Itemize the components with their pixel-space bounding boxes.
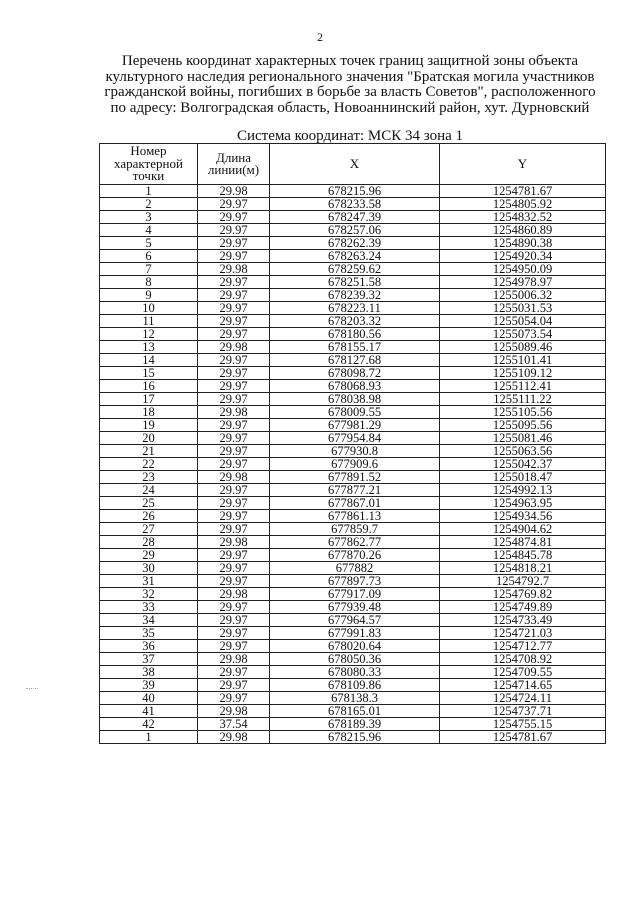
heading-line: гражданской войны, погибших в борьбе за власть Советов", расположенного	[104, 84, 596, 100]
cell-point-number: 25	[100, 497, 198, 510]
cell-x: 678165.01	[270, 705, 440, 718]
cell-point-number: 37	[100, 653, 198, 666]
cell-x: 678098.72	[270, 367, 440, 380]
table-row	[100, 484, 606, 497]
cell-y: 1254978.97	[440, 276, 606, 289]
page-number: 2	[317, 30, 323, 44]
table-row	[100, 237, 606, 250]
cell-point-number: 35	[100, 627, 198, 640]
cell-y: 1254832.52	[440, 211, 606, 224]
cell-line-length: 29.97	[198, 640, 270, 653]
cell-x: 677917.09	[270, 588, 440, 601]
cell-y: 1255112.41	[440, 380, 606, 393]
cell-x: 678068.93	[270, 380, 440, 393]
cell-point-number: 26	[100, 510, 198, 523]
cell-y: 1254708.92	[440, 653, 606, 666]
cell-line-length: 29.98	[198, 536, 270, 549]
header-x: X	[270, 144, 440, 185]
cell-y: 1255111.22	[440, 393, 606, 406]
table-row	[100, 185, 606, 198]
cell-line-length: 37.54	[198, 718, 270, 731]
cell-x: 678262.39	[270, 237, 440, 250]
cell-y: 1255063.56	[440, 445, 606, 458]
cell-point-number: 21	[100, 445, 198, 458]
table-row	[100, 653, 606, 666]
table-row	[100, 731, 606, 744]
table-row	[100, 458, 606, 471]
cell-y: 1254792.7	[440, 575, 606, 588]
cell-line-length: 29.98	[198, 263, 270, 276]
table-row	[100, 549, 606, 562]
cell-point-number: 23	[100, 471, 198, 484]
cell-point-number: 13	[100, 341, 198, 354]
table-row	[100, 211, 606, 224]
cell-x: 677861.13	[270, 510, 440, 523]
cell-line-length: 29.97	[198, 393, 270, 406]
cell-line-length: 29.97	[198, 276, 270, 289]
cell-y: 1254749.89	[440, 601, 606, 614]
cell-line-length: 29.97	[198, 549, 270, 562]
cell-point-number: 20	[100, 432, 198, 445]
cell-line-length: 29.98	[198, 471, 270, 484]
cell-y: 1255018.47	[440, 471, 606, 484]
cell-line-length: 29.97	[198, 692, 270, 705]
table-row	[100, 536, 606, 549]
cell-y: 1255105.56	[440, 406, 606, 419]
table-row	[100, 510, 606, 523]
cell-x: 677991.83	[270, 627, 440, 640]
cell-line-length: 29.97	[198, 315, 270, 328]
cell-x: 678215.96	[270, 185, 440, 198]
cell-point-number: 40	[100, 692, 198, 705]
cell-point-number: 15	[100, 367, 198, 380]
cell-line-length: 29.97	[198, 575, 270, 588]
cell-point-number: 28	[100, 536, 198, 549]
cell-x: 677964.57	[270, 614, 440, 627]
cell-x: 678251.58	[270, 276, 440, 289]
cell-y: 1254721.03	[440, 627, 606, 640]
table-row	[100, 198, 606, 211]
cell-x: 678263.24	[270, 250, 440, 263]
cell-y: 1254860.89	[440, 224, 606, 237]
cell-point-number: 22	[100, 458, 198, 471]
cell-point-number: 3	[100, 211, 198, 224]
cell-line-length: 29.97	[198, 198, 270, 211]
table-row	[100, 601, 606, 614]
cell-x: 678203.32	[270, 315, 440, 328]
cell-point-number: 16	[100, 380, 198, 393]
cell-point-number: 8	[100, 276, 198, 289]
cell-y: 1254920.34	[440, 250, 606, 263]
cell-y: 1254963.95	[440, 497, 606, 510]
document-heading	[70, 54, 630, 116]
table-row	[100, 497, 606, 510]
cell-line-length: 29.97	[198, 601, 270, 614]
cell-line-length: 29.97	[198, 289, 270, 302]
cell-x: 678038.98	[270, 393, 440, 406]
cell-x: 678180.56	[270, 328, 440, 341]
cell-point-number: 30	[100, 562, 198, 575]
cell-point-number: 1	[100, 185, 198, 198]
cell-x: 678189.39	[270, 718, 440, 731]
cell-y: 1255006.32	[440, 289, 606, 302]
cell-y: 1254818.21	[440, 562, 606, 575]
cell-point-number: 33	[100, 601, 198, 614]
cell-point-number: 34	[100, 614, 198, 627]
cell-point-number: 19	[100, 419, 198, 432]
table-row	[100, 250, 606, 263]
cell-point-number: 5	[100, 237, 198, 250]
cell-line-length: 29.97	[198, 211, 270, 224]
table-row	[100, 718, 606, 731]
table-row	[100, 367, 606, 380]
cell-x: 677877.21	[270, 484, 440, 497]
table-row	[100, 419, 606, 432]
cell-point-number: 2	[100, 198, 198, 211]
cell-x: 678155.17	[270, 341, 440, 354]
cell-line-length: 29.98	[198, 653, 270, 666]
cell-x: 677862.77	[270, 536, 440, 549]
cell-x: 678257.06	[270, 224, 440, 237]
cell-line-length: 29.97	[198, 523, 270, 536]
cell-line-length: 29.97	[198, 354, 270, 367]
cell-y: 1255101.41	[440, 354, 606, 367]
cell-point-number: 6	[100, 250, 198, 263]
cell-x: 677939.48	[270, 601, 440, 614]
cell-line-length: 29.98	[198, 731, 270, 744]
cell-x: 678050.36	[270, 653, 440, 666]
table-row	[100, 354, 606, 367]
cell-y: 1254724.11	[440, 692, 606, 705]
cell-x: 677867.01	[270, 497, 440, 510]
cell-y: 1254845.78	[440, 549, 606, 562]
cell-line-length: 29.97	[198, 627, 270, 640]
table-row	[100, 575, 606, 588]
table-row	[100, 302, 606, 315]
table-row	[100, 406, 606, 419]
cell-point-number: 1	[100, 731, 198, 744]
cell-line-length: 29.97	[198, 250, 270, 263]
cell-x: 678138.3	[270, 692, 440, 705]
heading-line: культурного наследия регионального значения "Братская могила участников	[105, 68, 595, 85]
cell-x: 677891.52	[270, 471, 440, 484]
cell-y: 1254992.13	[440, 484, 606, 497]
table-row	[100, 471, 606, 484]
cell-x: 678127.68	[270, 354, 440, 367]
cell-line-length: 29.97	[198, 679, 270, 692]
cell-y: 1255042.37	[440, 458, 606, 471]
table-row	[100, 432, 606, 445]
table-row	[100, 263, 606, 276]
cell-line-length: 29.97	[198, 445, 270, 458]
table-row	[100, 224, 606, 237]
table-row	[100, 445, 606, 458]
cell-line-length: 29.98	[198, 705, 270, 718]
table-row	[100, 341, 606, 354]
cell-point-number: 29	[100, 549, 198, 562]
cell-point-number: 14	[100, 354, 198, 367]
heading-line: по адресу: Волгоградская область, Новоаннинский район, хут. Дурновский	[110, 99, 590, 116]
cell-point-number: 41	[100, 705, 198, 718]
cell-y: 1254781.67	[440, 731, 606, 744]
table-row	[100, 328, 606, 341]
cell-point-number: 17	[100, 393, 198, 406]
cell-point-number: 4	[100, 224, 198, 237]
cell-point-number: 27	[100, 523, 198, 536]
table-row	[100, 523, 606, 536]
cell-x: 677870.26	[270, 549, 440, 562]
cell-line-length: 29.97	[198, 458, 270, 471]
header-y: Y	[440, 144, 606, 185]
cell-y: 1255095.56	[440, 419, 606, 432]
cell-point-number: 31	[100, 575, 198, 588]
cell-x: 677981.29	[270, 419, 440, 432]
table-row	[100, 393, 606, 406]
cell-x: 678009.55	[270, 406, 440, 419]
cell-y: 1255081.46	[440, 432, 606, 445]
cell-y: 1254904.62	[440, 523, 606, 536]
table-row	[100, 666, 606, 679]
table-row	[100, 627, 606, 640]
cell-line-length: 29.98	[198, 185, 270, 198]
scan-artifact	[26, 688, 38, 690]
cell-line-length: 29.97	[198, 666, 270, 679]
cell-x: 677859.7	[270, 523, 440, 536]
cell-y: 1254769.82	[440, 588, 606, 601]
heading-line: Перечень координат характерных точек границ защитной зоны объекта	[121, 53, 579, 69]
cell-x: 678239.32	[270, 289, 440, 302]
cell-y: 1254805.92	[440, 198, 606, 211]
cell-x: 678233.58	[270, 198, 440, 211]
header-point-number: Номер характерной точки	[100, 144, 198, 185]
cell-y: 1255031.53	[440, 302, 606, 315]
cell-line-length: 29.97	[198, 562, 270, 575]
cell-y: 1254714.65	[440, 679, 606, 692]
cell-point-number: 38	[100, 666, 198, 679]
cell-x: 678080.33	[270, 666, 440, 679]
table-header-row	[100, 144, 606, 185]
cell-line-length: 29.97	[198, 432, 270, 445]
table-row	[100, 289, 606, 302]
table-row	[100, 588, 606, 601]
cell-line-length: 29.98	[198, 406, 270, 419]
cell-point-number: 7	[100, 263, 198, 276]
table-body	[100, 185, 606, 744]
cell-line-length: 29.97	[198, 380, 270, 393]
cell-line-length: 29.97	[198, 237, 270, 250]
cell-y: 1254737.71	[440, 705, 606, 718]
cell-y: 1254890.38	[440, 237, 606, 250]
cell-x: 677954.84	[270, 432, 440, 445]
table-row	[100, 705, 606, 718]
cell-y: 1254712.77	[440, 640, 606, 653]
coordinates-table	[99, 143, 606, 744]
cell-x: 678020.64	[270, 640, 440, 653]
table-row	[100, 562, 606, 575]
cell-x: 677897.73	[270, 575, 440, 588]
cell-y: 1254781.67	[440, 185, 606, 198]
cell-x: 677909.6	[270, 458, 440, 471]
cell-x: 678223.11	[270, 302, 440, 315]
cell-point-number: 24	[100, 484, 198, 497]
cell-line-length: 29.97	[198, 419, 270, 432]
cell-y: 1254709.55	[440, 666, 606, 679]
cell-y: 1255089.46	[440, 341, 606, 354]
cell-x: 678215.96	[270, 731, 440, 744]
cell-y: 1254755.15	[440, 718, 606, 731]
cell-point-number: 12	[100, 328, 198, 341]
table-row	[100, 276, 606, 289]
cell-y: 1254733.49	[440, 614, 606, 627]
cell-point-number: 39	[100, 679, 198, 692]
coordinate-system-label: Система координат: МСК 34 зона 1	[236, 128, 464, 144]
cell-y: 1255073.54	[440, 328, 606, 341]
header-line-length: Длина линии(м)	[198, 144, 270, 185]
cell-point-number: 36	[100, 640, 198, 653]
cell-y: 1254874.81	[440, 536, 606, 549]
cell-y: 1254934.56	[440, 510, 606, 523]
cell-point-number: 11	[100, 315, 198, 328]
cell-y: 1255054.04	[440, 315, 606, 328]
cell-line-length: 29.97	[198, 224, 270, 237]
cell-line-length: 29.98	[198, 588, 270, 601]
cell-line-length: 29.97	[198, 367, 270, 380]
cell-line-length: 29.97	[198, 328, 270, 341]
cell-line-length: 29.97	[198, 302, 270, 315]
cell-point-number: 32	[100, 588, 198, 601]
table-row	[100, 692, 606, 705]
cell-point-number: 42	[100, 718, 198, 731]
table-row	[100, 640, 606, 653]
cell-x: 677882	[270, 562, 440, 575]
cell-x: 678247.39	[270, 211, 440, 224]
cell-line-length: 29.97	[198, 510, 270, 523]
cell-x: 677930.8	[270, 445, 440, 458]
cell-line-length: 29.98	[198, 341, 270, 354]
cell-line-length: 29.97	[198, 484, 270, 497]
cell-point-number: 9	[100, 289, 198, 302]
cell-line-length: 29.97	[198, 497, 270, 510]
cell-x: 678109.86	[270, 679, 440, 692]
table-row	[100, 614, 606, 627]
cell-point-number: 18	[100, 406, 198, 419]
table-row	[100, 679, 606, 692]
cell-y: 1254950.09	[440, 263, 606, 276]
cell-point-number: 10	[100, 302, 198, 315]
cell-x: 678259.62	[270, 263, 440, 276]
cell-line-length: 29.97	[198, 614, 270, 627]
table-row	[100, 315, 606, 328]
cell-y: 1255109.12	[440, 367, 606, 380]
table-row	[100, 380, 606, 393]
